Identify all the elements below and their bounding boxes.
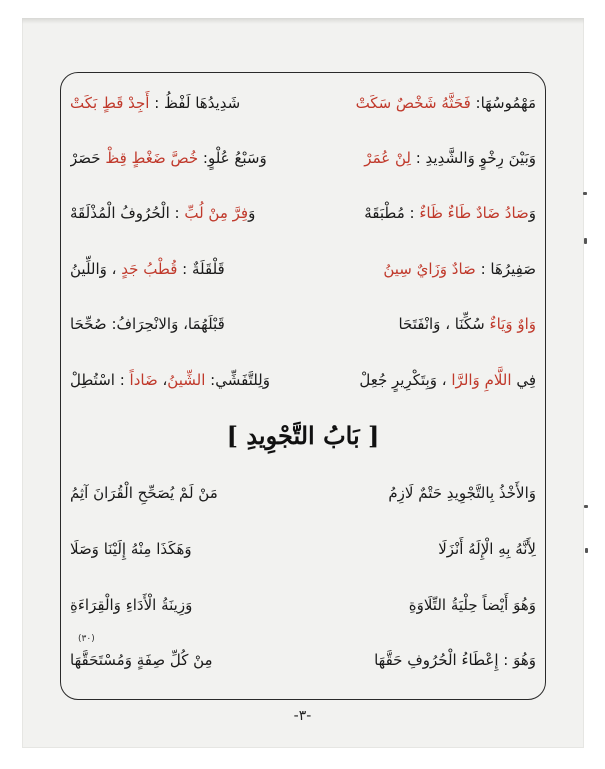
scan-mark	[584, 505, 588, 508]
poem-line	[70, 643, 536, 677]
hemistich-first	[308, 141, 536, 175]
scan-mark	[584, 238, 587, 244]
verse-text: وَهُوَ أَيْضاً حِلْيَةُ التِّلَاوَةِ	[408, 596, 536, 614]
highlighted-text: قُطْبُ جَدٍ	[121, 260, 178, 278]
hemistich-second	[70, 476, 298, 510]
verse-text: مَهْمُوسُهَا:	[470, 94, 536, 112]
verse-text: قَبْلَهُمَا، وَالانْحِرَافُ: صُحِّحَا	[70, 315, 225, 333]
highlighted-text: ضَاداً	[129, 371, 158, 389]
hemistich-second	[70, 643, 298, 677]
verse-text: وَ	[528, 204, 536, 222]
verse-text: وَسَبْعُ عُلْوٍ:	[198, 149, 267, 167]
verse-text: ،	[157, 371, 168, 389]
hemistich-second	[70, 588, 298, 622]
verse-text: وَبَيْنَ رِخْوٍ وَالشَّدِيدِ :	[410, 149, 536, 167]
hemistich-first	[308, 532, 536, 566]
verse-number: (٣٠)	[78, 634, 95, 644]
poem-line	[70, 86, 536, 120]
verse-text: وَ	[248, 204, 256, 222]
hemistich-first	[308, 196, 536, 230]
poem-line	[70, 363, 536, 397]
hemistich-first	[308, 363, 536, 397]
verse-text: : اسْتُطِلْ	[70, 371, 130, 389]
highlighted-text: خُصَّ ضَغْطٍ قِظْ	[105, 149, 199, 167]
hemistich-second	[70, 86, 298, 120]
verse-text: ، وَبِتَكْرِيرٍ جُعِلْ	[359, 371, 452, 389]
scan-mark	[583, 192, 587, 195]
poem-line	[70, 476, 536, 510]
verse-text: وَهُوَ : إِعْطَاءُ الْحُرُوفِ حَقَّهَا	[374, 651, 536, 669]
hemistich-first	[308, 643, 536, 677]
hemistich-first	[308, 588, 536, 622]
verse-text: حَصَرْ	[70, 149, 106, 167]
section-title: [ بَابُ التَّجْوِيدِ ]	[226, 421, 380, 450]
hemistich-first	[308, 476, 536, 510]
verse-text: ، وَاللِّينُ	[70, 260, 122, 278]
highlighted-text: صَادُ ضَادٌ طَاءٌ ظَاءٌ	[419, 204, 529, 222]
verse-text: لِأَنَّهُ بِهِ الْإِلَهُ أَنْزَلَا	[438, 540, 536, 558]
verse-text: صَفِيرُهَا :	[475, 260, 536, 278]
hemistich-second	[70, 363, 298, 397]
verse-text: : الْحُرُوفُ الْمُذْلَقَهْ	[70, 204, 185, 222]
highlighted-text: فِرَّ مِنْ لُبِّ	[184, 204, 249, 222]
hemistich-first	[308, 86, 536, 120]
poem-line	[70, 588, 536, 622]
poem-line	[70, 196, 536, 230]
verse-text: سُكِّنَا ، وَانْفَتَحَا	[398, 315, 490, 333]
verse-text: قَلْقَلَةٌ :	[177, 260, 225, 278]
verse-text: فِي	[511, 371, 536, 389]
verse-text: وَزِينَةُ الْأَدَاءِ وَالْقِرَاءَةِ	[70, 596, 193, 614]
poem-line	[70, 532, 536, 566]
highlighted-text: الشِّينُ	[167, 371, 206, 389]
hemistich-second	[70, 252, 298, 286]
verse-text: مَنْ لَمْ يُصَحِّحِ الْقُرَانَ آثِمُ	[70, 484, 218, 502]
poem-line	[70, 141, 536, 175]
highlighted-text: اللَّامِ وَالرَّا	[451, 371, 512, 389]
verse-text: مِنْ كُلِّ صِفَةٍ وَمُسْتَحَقَّهَا	[70, 651, 213, 669]
highlighted-text: وَاوٌ وَيَاءٌ	[489, 315, 536, 333]
verse-text: شَدِيدُهَا لَفْظُ :	[149, 94, 241, 112]
hemistich-second	[70, 141, 298, 175]
hemistich-first	[308, 307, 536, 341]
highlighted-text: أَجِدْ قَطٍ بَكَتْ	[70, 94, 150, 112]
hemistich-second	[70, 196, 298, 230]
verse-text: وَلِلتَّفَشِّي:	[205, 371, 270, 389]
poem-line	[70, 307, 536, 341]
highlighted-text: صَادٌ وَزَايٌ سِينُ	[383, 260, 476, 278]
hemistich-second	[70, 307, 298, 341]
page-number: -٣-	[293, 708, 312, 724]
verse-text: وَالأَخْذُ بِالتَّجْوِيدِ حَتْمٌ لَازِمُ	[388, 484, 536, 502]
highlighted-text: فَحَثَّهُ شَخْصٌ سَكَتْ	[355, 94, 471, 112]
scan-mark	[585, 548, 588, 553]
highlighted-text: لِنْ عُمَرْ	[364, 149, 411, 167]
verse-text: : مُطْبَقَهْ	[364, 204, 420, 222]
hemistich-first	[308, 252, 536, 286]
verse-text: وَهَكَذَا مِنْهُ إِلَيْنَا وَصَلَا	[70, 540, 192, 558]
poem-line	[70, 252, 536, 286]
hemistich-second	[70, 532, 298, 566]
